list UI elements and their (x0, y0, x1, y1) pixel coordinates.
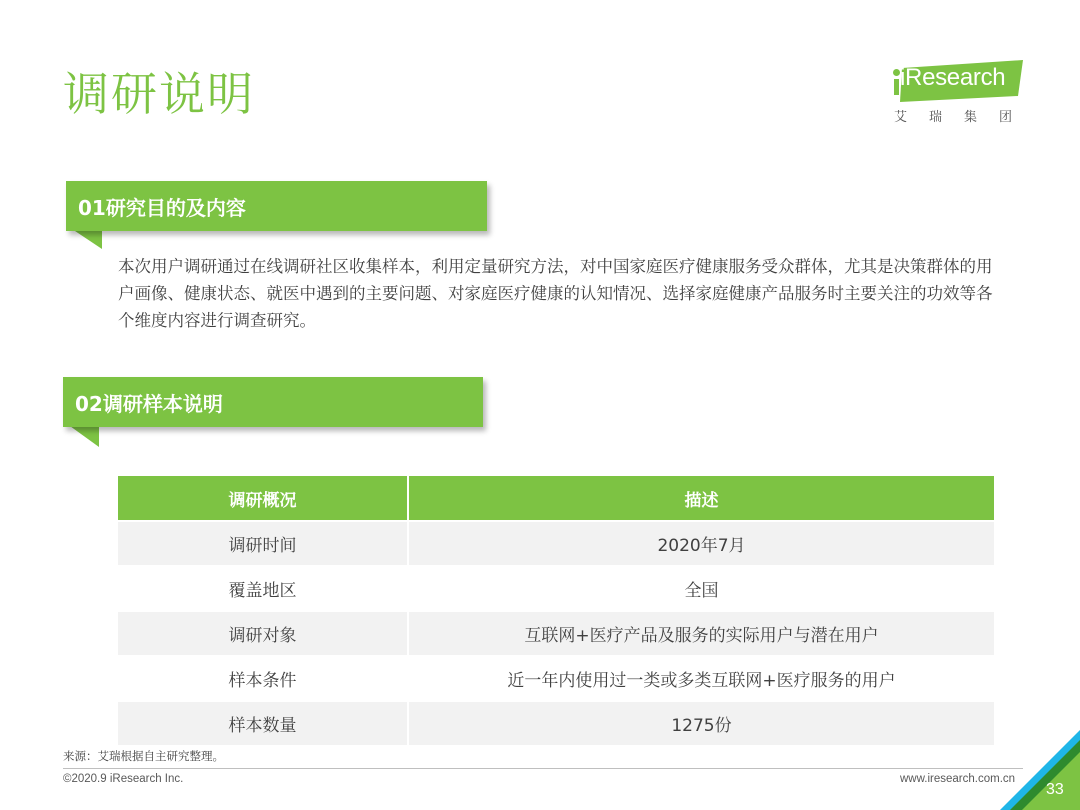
iresearch-logo (890, 60, 1035, 130)
table-row (118, 611, 994, 656)
logo-dot (893, 69, 900, 76)
banner-box (66, 181, 487, 231)
logo-text: iResearch (900, 64, 1006, 91)
table-row (118, 701, 994, 746)
table-cell: 近一年内使用过一类或多类互联网+医疗服务的用户 (408, 656, 994, 701)
table-row (118, 566, 994, 611)
table-cell: 全国 (408, 566, 994, 611)
page-number: 33 (1046, 781, 1064, 798)
table-cell: 2020年7月 (408, 521, 994, 566)
column-header: 描述 (408, 476, 994, 521)
logo-stem (894, 79, 899, 95)
footer-divider (63, 768, 1023, 769)
copyright-text: ©2020.9 iResearch Inc. (63, 773, 184, 785)
corner-decoration (1000, 730, 1080, 810)
banner-box (63, 377, 483, 427)
website-link[interactable]: www.iresearch.com.cn (900, 773, 1016, 785)
table-header-row (118, 476, 994, 521)
section-heading: 01研究目的及内容 (78, 196, 246, 220)
column-header: 调研概况 (118, 476, 408, 521)
table-cell: 1275份 (408, 701, 994, 746)
table-cell: 调研对象 (118, 611, 408, 656)
table-cell: 样本数量 (118, 701, 408, 746)
table-cell: 调研时间 (118, 521, 408, 566)
purpose-paragraph: 本次用户调研通过在线调研社区收集样本，利用定量研究方法，对中国家庭医疗健康服务受众群体，尤其是决策群体的用户画像、健康状态、就医中遇到的主要问题、对家庭医疗健康的认知情况、选择家庭健康产品服务时主要关注的功效等各个维度内容进行调查研究。 (118, 257, 993, 330)
table-cell: 覆盖地区 (118, 566, 408, 611)
table-row (118, 656, 994, 701)
survey-table (118, 476, 994, 747)
table-row (118, 521, 994, 566)
logo-subtitle: 艾瑞集团 (894, 110, 1035, 125)
section-heading: 02调研样本说明 (75, 392, 223, 416)
table-cell: 样本条件 (118, 656, 408, 701)
page-title: 调研说明 (63, 67, 255, 121)
table-cell: 互联网+医疗产品及服务的实际用户与潜在用户 (408, 611, 994, 656)
source-note: 来源：艾瑞根据自主研究整理。 (63, 749, 224, 763)
